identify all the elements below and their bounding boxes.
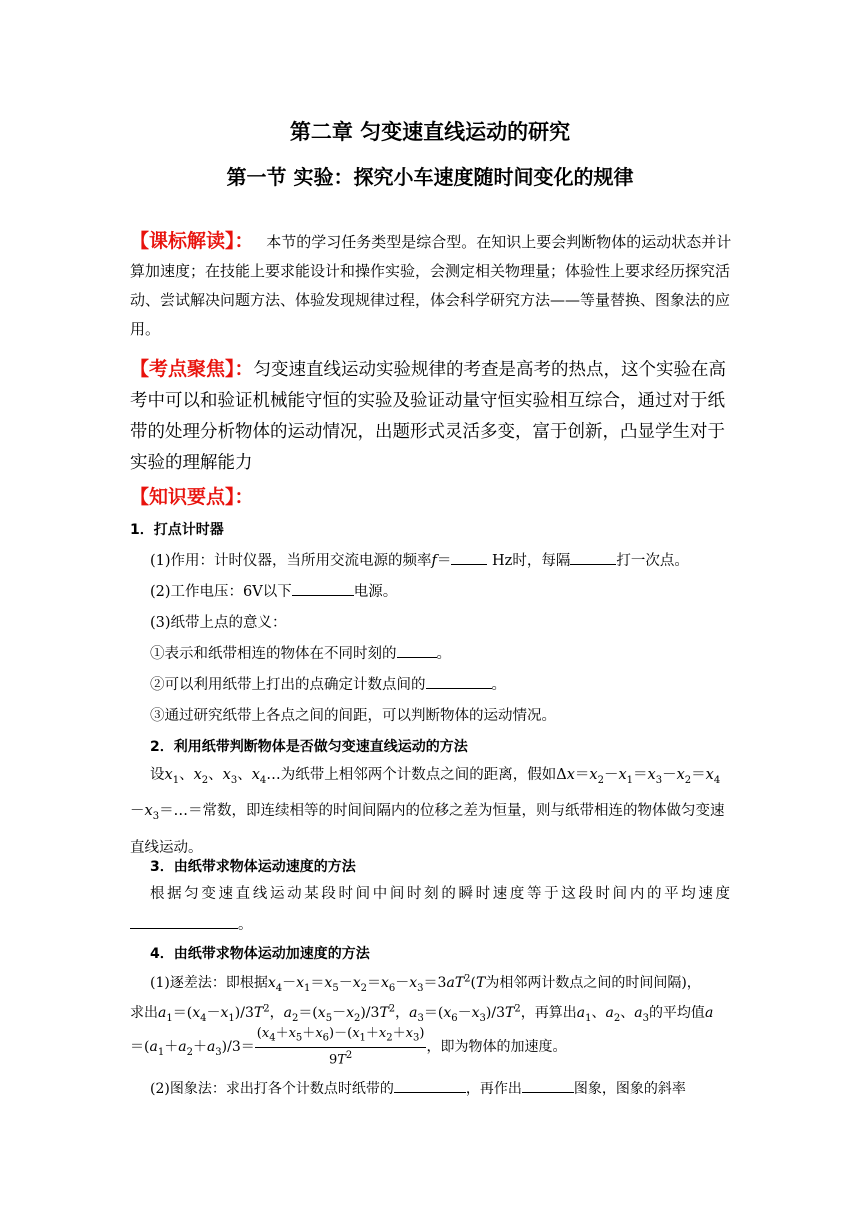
kaodian-label: 【考点聚焦】：: [130, 358, 254, 380]
s1-line3: (3)纸带上点的意义：: [150, 615, 287, 631]
s3-text-1: 根据匀变速直线运动某段时间中间时刻的瞬时速度等于这段时间内的平均速度: [150, 886, 730, 902]
s4-t3-text: 图象，图象的斜率: [573, 1081, 686, 1097]
s3-text-2: 。: [238, 916, 253, 933]
s3-paragraph: [130, 879, 730, 940]
s1-l1-f: f: [431, 553, 437, 569]
s4-line2: 求出$a_1=(x_4-x_1)/3T^2$，$a_2=(x_5-x_2)/3T^2$，$a_3=(x_6-x_3)/3T^2$，再算出$a_1$、$a_2$、$a_3$的平均值a: [130, 1003, 714, 1024]
zhishi-label: 【知识要点】：: [130, 486, 254, 508]
blank-average-velocity[interactable]: [130, 914, 238, 929]
s1-l1-text-c: Hz时，每隔: [487, 553, 571, 569]
s4-m2b-text: ，再算出: [520, 1005, 577, 1021]
s4-heading: 4．由纸带求物体运动加速度的方法: [150, 946, 370, 962]
s1-l2-text-a: (2)工作电压：6V以下: [150, 584, 292, 600]
blank-velocity[interactable]: [394, 1078, 466, 1093]
kebiao-label: 【课标解读】：: [130, 230, 254, 252]
blank-time-interval[interactable]: [426, 674, 492, 689]
s4-line1: (1)逐差法：即根据$x_4-x_1=x_5-x_2=x_6-x_3=3aT^2(T$为相邻两计数点之间的时间间隔)，: [150, 973, 701, 994]
kebiao-paragraph: [130, 227, 740, 344]
s2-paragraph: 设$x_1$、$x_2$、$x_3$、$x_4\dots$为纸带上相邻两个计数点之间的距离，假如$\Delta x=x_2-x_1=x_3-x_2=x_4-x_3=\dots=$常数，即连续相等的时间间隔内的位移之差为恒量，则与纸带相连的物体做匀变速直线运动。: [130, 767, 725, 856]
s1-line1: [150, 549, 760, 570]
blank-power-type[interactable]: [292, 581, 354, 596]
s4-line3: $=(a_1+a_2+a_3)/3=$ $\frac{(x_4+x_5+x_6)-(x_1+x_2+x_3)}{9T^2}$ ，即为物体的加速度。: [130, 1026, 567, 1067]
s3-heading: 3．由纸带求物体运动速度的方法: [150, 859, 356, 875]
s1-heading: 1．打点计时器: [130, 522, 224, 538]
s1-l2-text-b: 电源。: [353, 584, 398, 600]
s2-heading: 2．利用纸带判断物体是否做匀变速直线运动的方法: [150, 739, 468, 755]
s1-line5: [150, 673, 760, 694]
s1-l4-text-a: ①表示和纸带相连的物体在不同时刻的: [150, 646, 397, 662]
blank-position[interactable]: [397, 643, 437, 658]
s4-m2a-text: 求出: [130, 1005, 158, 1021]
s1-l1-text-d: 打一次点。: [616, 553, 689, 569]
blank-frequency[interactable]: [451, 550, 487, 565]
kaodian-text: 匀变速直线运动实验规律的考查是高考的热点，这个实验在高考中可以和验证机械能守恒的实验及验证动量守恒实验相互综合，通过对于纸带的处理分析物体的运动情况，出题形式灵活多变，富于创新，凸显学生对于实验的理解能力: [130, 360, 727, 473]
s1-l1-eq: ＝: [436, 553, 452, 569]
s4-m3b-text: ，即为物体的加速度。: [426, 1038, 567, 1055]
kaodian-paragraph: [130, 354, 740, 479]
s1-line2: [150, 580, 760, 601]
s2-text-2: ＝…＝常数，即连续相等的时间间隔内的位移之差为恒量，则与纸带相连的物体做匀变速直线运动。: [130, 803, 725, 856]
s1-line4: [150, 642, 760, 663]
acceleration-fraction: $\frac{(x_4+x_5+x_6)-(x_1+x_2+x_3)}{9T^2}$: [256, 1026, 425, 1067]
s4-t1-text: (2)图象法：求出打各个计数点时纸带的: [150, 1081, 394, 1097]
blank-graph-type[interactable]: [522, 1078, 574, 1093]
section-title: 第一节 实验：探究小车速度随时间变化的规律: [226, 165, 634, 189]
s1-line6: ③通过研究纸带上各点之间的间距，可以判断物体的运动情况。: [150, 708, 556, 724]
kebiao-text: 本节的学习任务类型是综合型。在知识上要会判断物体的运动状态并计算加速度；在技能上要求能设计和操作实验，会测定相关物理量；体验性上要求经历探究活动、尝试解决问题方法、体验发现规律过程，体会科学研究方法——等量替换、图象法的应用。: [130, 233, 732, 338]
s1-l5-text-b: 。: [491, 677, 506, 693]
s1-l4-text-b: 。: [436, 646, 451, 662]
s2-text-1: 为纸带上相邻两个计数点之间的距离，假如Δ: [280, 767, 567, 783]
s4-m1-text: (1)逐差法：即根据: [150, 975, 268, 991]
s4-m1b-text: 为相邻两计数点之间的时间间隔)，: [485, 975, 701, 991]
s1-l5-text-a: ②可以利用纸带上打出的点确定计数点间的: [150, 677, 426, 693]
s4-t2-text: ，再作出: [465, 1081, 522, 1097]
s1-l1-text-a: (1)作用：计时仪器，当所用交流电源的频率: [150, 553, 432, 569]
blank-interval[interactable]: [570, 550, 616, 565]
s4-line4: [150, 1078, 760, 1098]
chapter-title: 第二章 匀变速直线运动的研究: [289, 120, 571, 144]
s4-m2c-text: 的平均值: [648, 1005, 705, 1021]
